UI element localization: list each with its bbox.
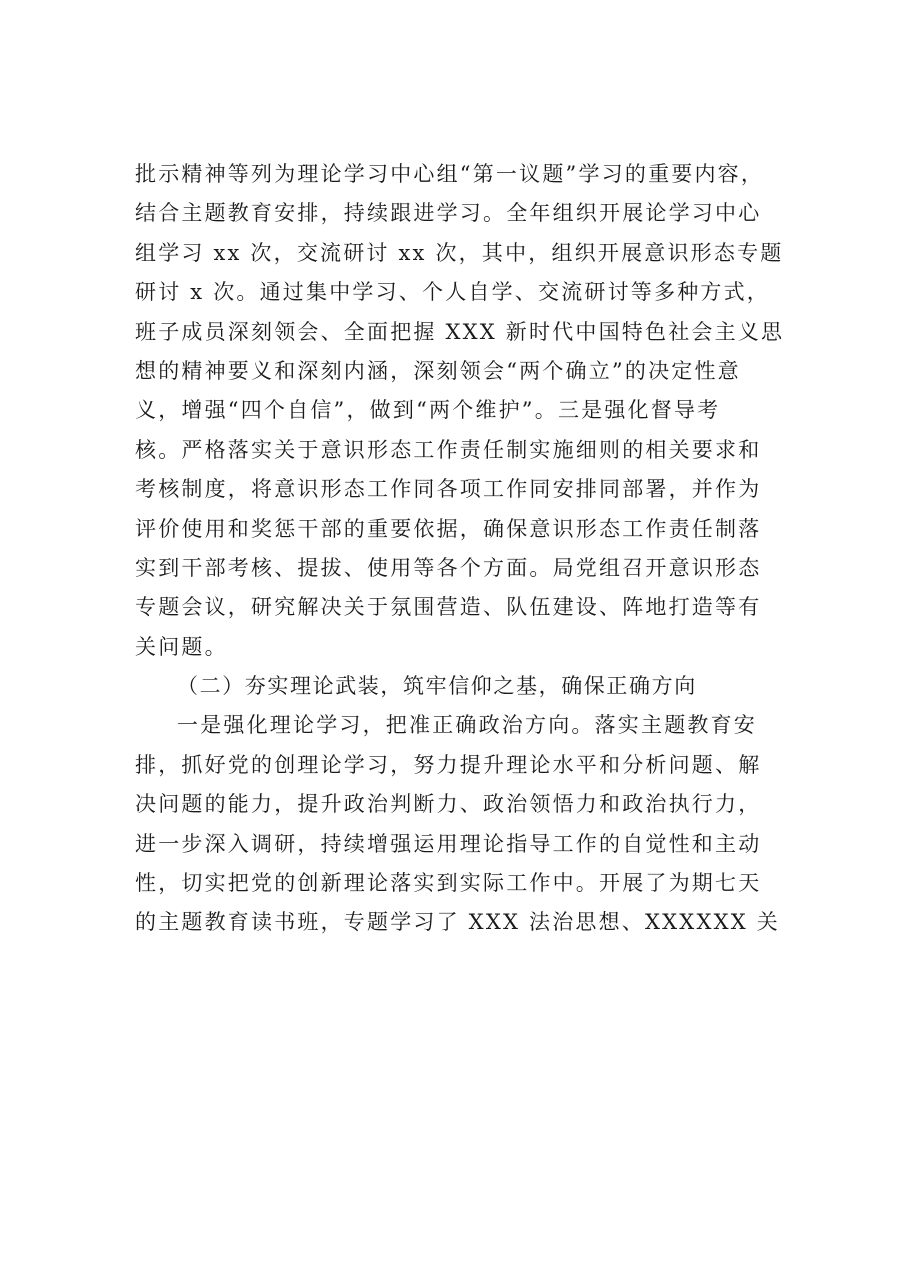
body-text-line: 想的精神要义和深刻内涵，深刻领会“两个确立”的决定性意 [135, 358, 741, 383]
body-text-line: 专题会议，研究解决关于氛围营造、队伍建设、阵地打造等有 [135, 595, 762, 620]
body-text-line: 实到干部考核、提拔、使用等各个方面。局党组召开意识形态 [135, 555, 762, 580]
body-text-line: 批示精神等列为理论学习中心组“第一议题”学习的重要内容， [135, 162, 765, 186]
body-text-line: 的主题教育读书班，专题学习了 XXX 法治思想、XXXXXX 关 [135, 910, 780, 935]
body-text-line: 性，切实把党的创新理论落实到实际工作中。开展了为期七天 [135, 871, 762, 896]
body-text-line: 研讨 x 次。通过集中学习、个人自学、交流研讨等多种方式， [135, 280, 770, 305]
body-text-line: 评价使用和奖惩干部的重要依据，确保意识形态工作责任制落 [135, 516, 762, 541]
body-text-line: 进一步深入调研，持续增强运用理论指导工作的自觉性和主动 [135, 831, 762, 856]
body-text-line: 核。严格落实关于意识形态工作责任制实施细则的相关要求和 [135, 437, 762, 462]
body-text-line: 一是强化理论学习，把准正确政治方向。落实主题教育安 [177, 713, 757, 738]
body-text-line: 义，增强“四个自信”，做到“两个维护”。三是强化督导考 [135, 398, 721, 423]
body-text-line: 班子成员深刻领会、全面把握 XXX 新时代中国特色社会主义思 [135, 319, 785, 344]
section-heading: （二）夯实理论武装，筑牢信仰之基，确保正确方向 [177, 674, 697, 699]
body-text-line: 结合主题教育安排，持续跟进学习。全年组织开展论学习中心 [135, 201, 762, 226]
body-text-line: 关问题。 [135, 634, 228, 659]
body-text-line: 排，抓好党的创理论学习，努力提升理论水平和分析问题、解 [135, 752, 762, 777]
body-text-line: 决问题的能力，提升政治判断力、政治领悟力和政治执行力， [135, 792, 762, 817]
document-body [135, 155, 795, 943]
body-text-line: 考核制度，将意识形态工作同各项工作同安排同部署，并作为 [135, 477, 762, 502]
body-text-line: 组学习 xx 次，交流研讨 xx 次，其中，组织开展意识形态专题 [135, 240, 784, 265]
